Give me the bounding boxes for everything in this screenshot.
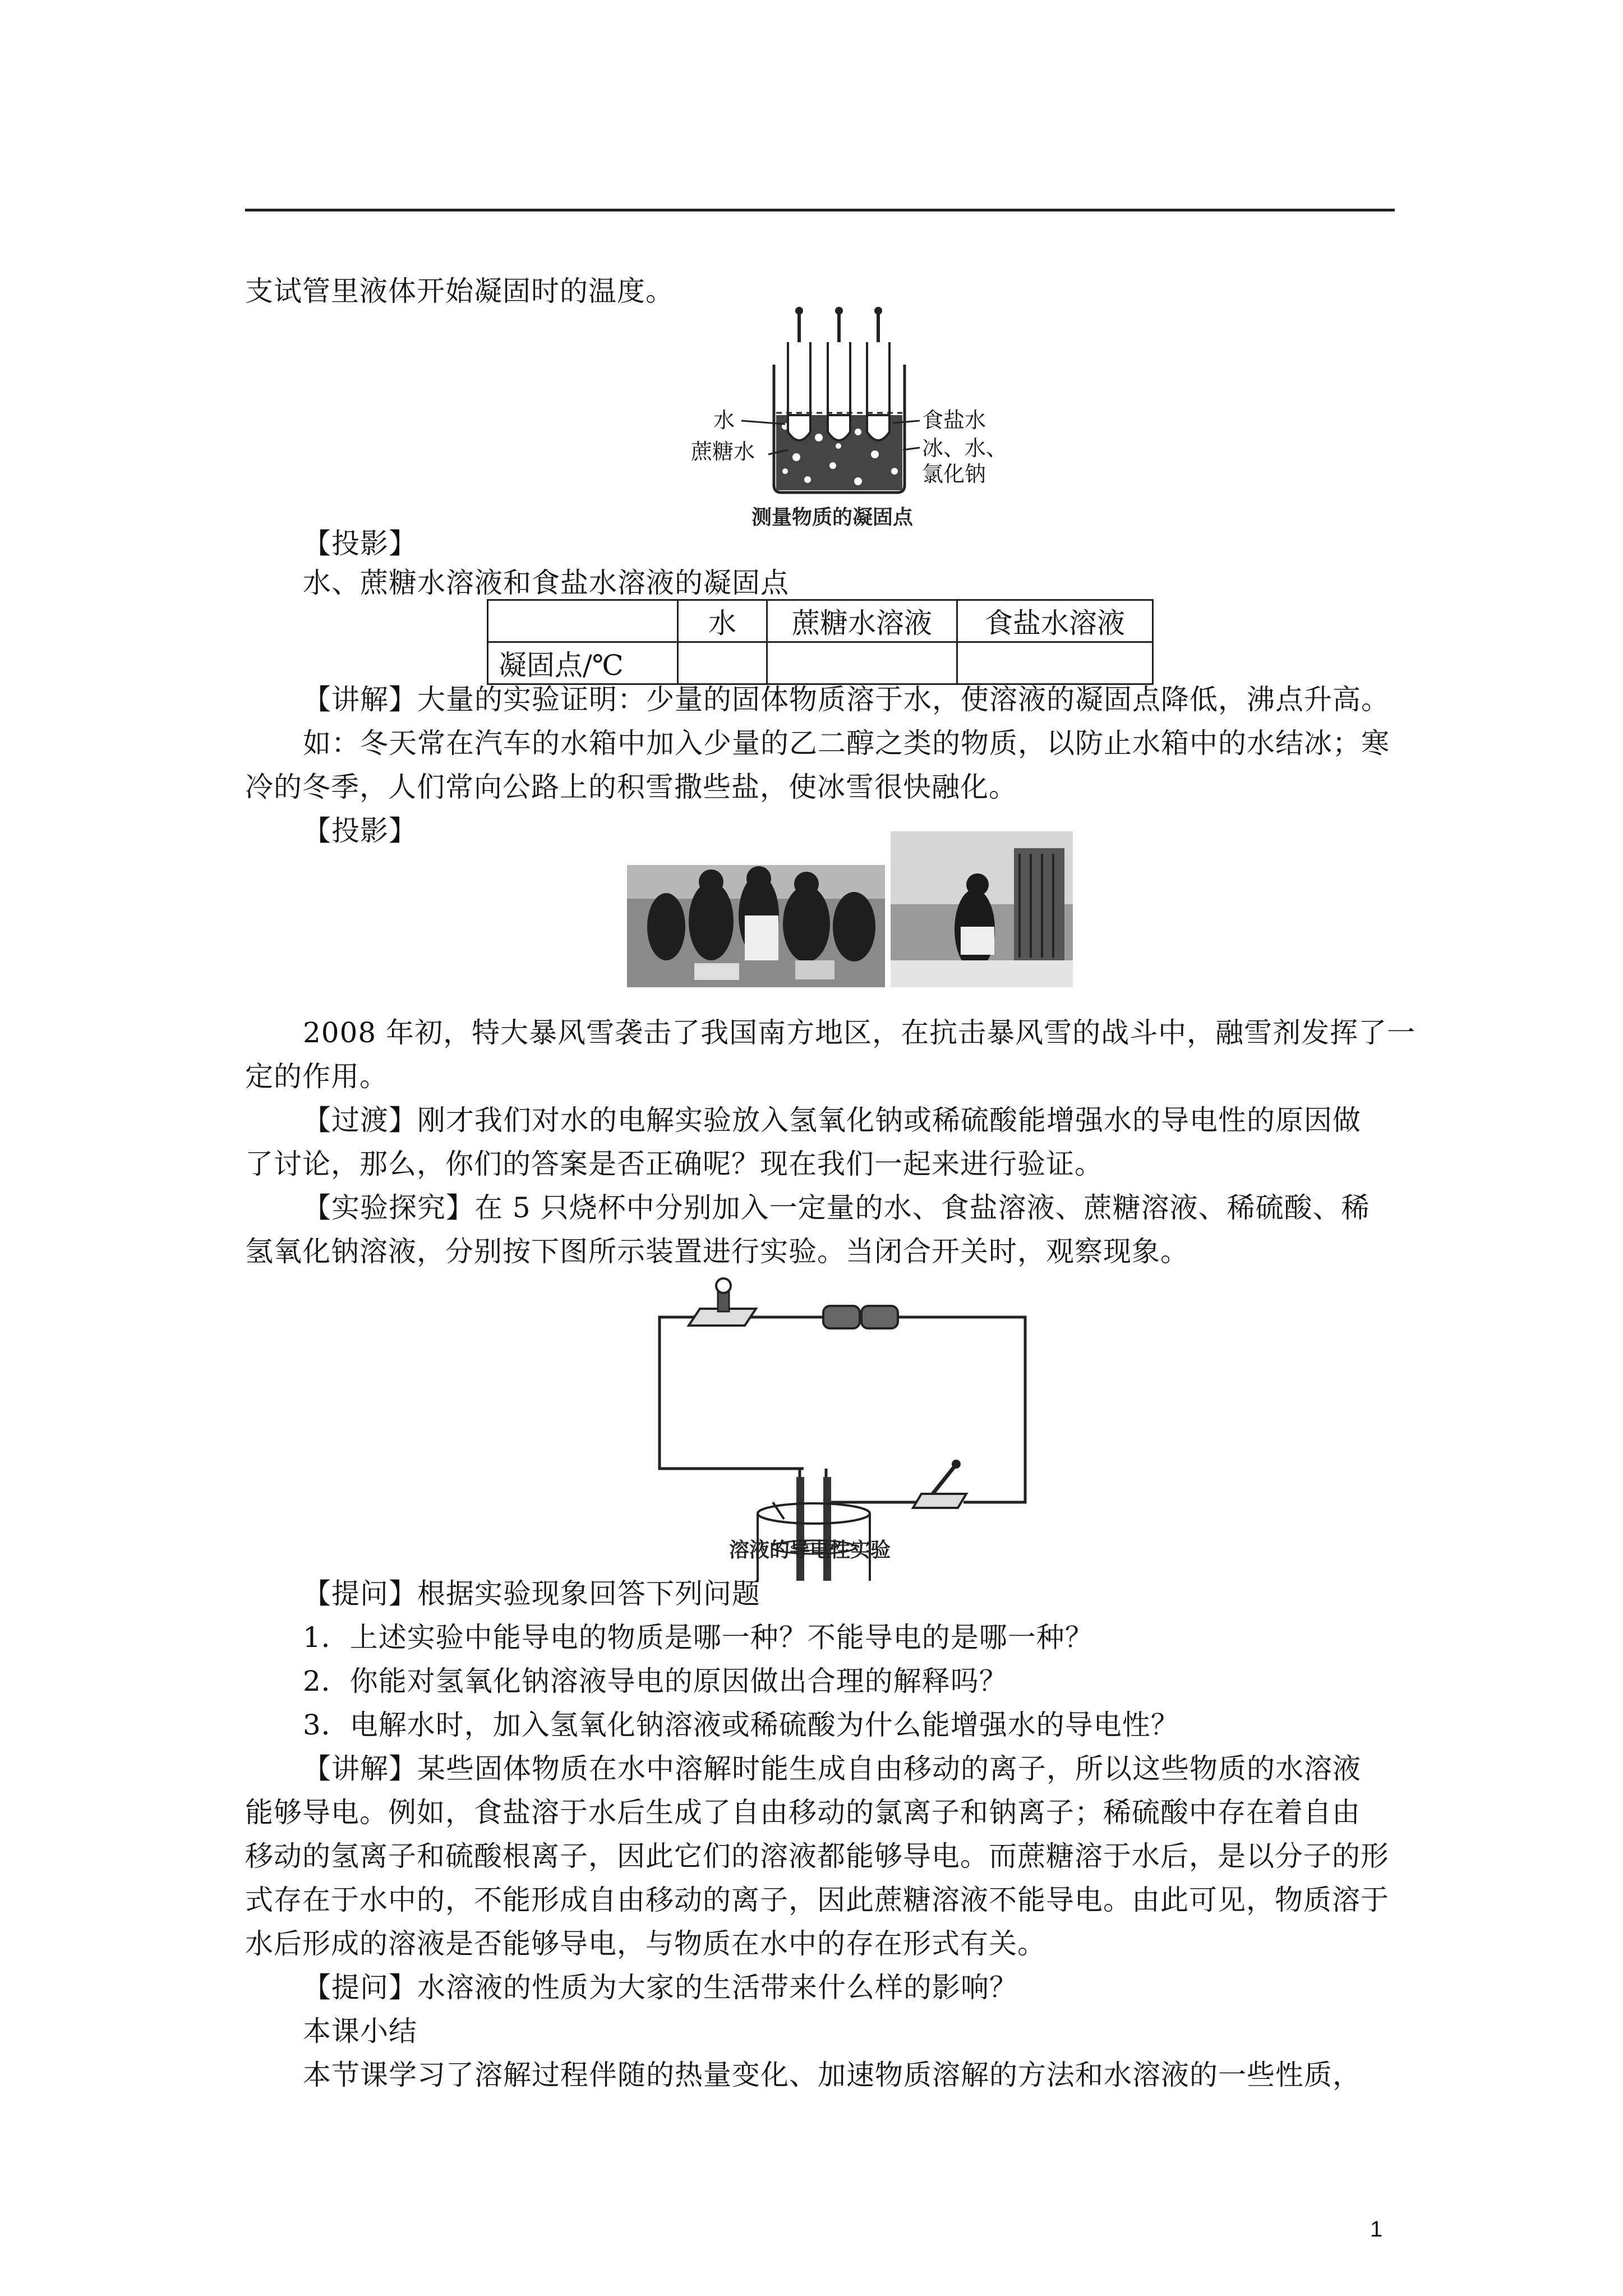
text-line: 【投影】 [303,527,417,560]
text-line: 【提问】根据实验现象回答下列问题 [303,1577,760,1610]
figure-caption: 测量物质的凝固点 [751,506,914,529]
table-cell: 凝固点/℃ [488,642,678,684]
text-line: 能够导电。例如，食盐溶于水后生成了自由移动的氯离子和钠离子；稀硫酸中存在着自由 [245,1796,1361,1829]
text-line: 如：冬天常在汽车的水箱中加入少量的乙二醇之类的物质，以防止水箱中的水结冰；寒 [303,727,1390,760]
label-salt-water: 食盐水 [922,408,986,432]
text-line: 【讲解】大量的实验证明：少量的固体物质溶于水，使溶液的凝固点降低，沸点升高。 [303,683,1390,716]
text-line: 2．你能对氢氧化钠溶液导电的原因做出合理的解释吗？ [303,1665,1008,1697]
text-line: 定的作用。 [245,1060,388,1093]
header-rule [245,209,1395,211]
page-number: 1 [1370,2217,1383,2242]
text-line: 移动的氢离子和硫酸根离子，因此它们的溶液都能够导电。而蔗糖溶于水后，是以分子的形 [245,1840,1389,1872]
text-line: 【讲解】某些固体物质在水中溶解时能生成自由移动的离子，所以这些物质的水溶液 [303,1752,1361,1785]
table-cell [488,600,678,642]
text-line: 【过渡】刚才我们对水的电解实验放入氢氧化钠或稀硫酸能增强水的导电性的原因做 [303,1104,1361,1137]
text-line: 水、蔗糖水溶液和食盐水溶液的凝固点 [303,567,789,599]
text-line: 式存在于水中的，不能形成自由移动的离子，因此蔗糖溶液不能导电。由此可见，物质溶于 [245,1884,1389,1916]
text-line: 本课小结 [303,2015,417,2047]
text-line: 3．电解水时，加入氢氧化钠溶液或稀硫酸为什么能增强水的导电性？ [303,1709,1179,1741]
table-header-row [488,600,1153,642]
freezing-point-figure [690,303,1043,533]
text-line: 水后形成的溶液是否能够导电，与物质在水中的存在形式有关。 [245,1927,1046,1960]
label-sodium-chloride: 氯化钠 [922,462,986,486]
table-cell: 水 [678,600,767,642]
table-cell: 食盐水溶液 [957,600,1153,642]
conductivity-caption-box [723,1531,959,1565]
label-sugar-water: 蔗糖水 [691,439,755,464]
label-ice-water: 冰、水、 [922,436,1008,461]
label-water: 水 [713,408,735,432]
text-line: 1．上述实验中能导电的物质是哪一种？不能导电的是哪一种？ [303,1621,1094,1654]
text-line: 支试管里液体开始凝固时的温度。 [245,275,674,307]
table-cell: 蔗糖水溶液 [767,600,957,642]
text-line: 【实验探究】在 5 只烧杯中分别加入一定量的水、食盐溶液、蔗糖溶液、稀硫酸、稀 [303,1191,1370,1224]
text-line: 了讨论，那么，你们的答案是否正确呢？现在我们一起来进行验证。 [245,1148,1103,1180]
freezing-point-table [487,599,1154,685]
text-line: 2008 年初，特大暴风雪袭击了我国南方地区，在抗击暴风雪的战斗中，融雪剂发挥了一 [303,1016,1416,1049]
text-line: 本节课学习了溶解过程伴随的热量变化、加速物质溶解的方法和水溶液的一些性质， [303,2059,1361,2091]
text-line: 冷的冬季，人们常向公路上的积雪撒些盐，使冰雪很快融化。 [245,771,1017,803]
text-line: 【投影】 [303,815,417,847]
figure-caption: 溶液的导电性实验 [729,1539,891,1562]
snowstorm-photos [627,831,1073,987]
text-line: 氢氧化钠溶液，分别按下图所示装置进行实验。当闭合开关时，观察现象。 [245,1235,1189,1268]
text-line: 【提问】水溶液的性质为大家的生活带来什么样的影响？ [303,1971,1018,2004]
